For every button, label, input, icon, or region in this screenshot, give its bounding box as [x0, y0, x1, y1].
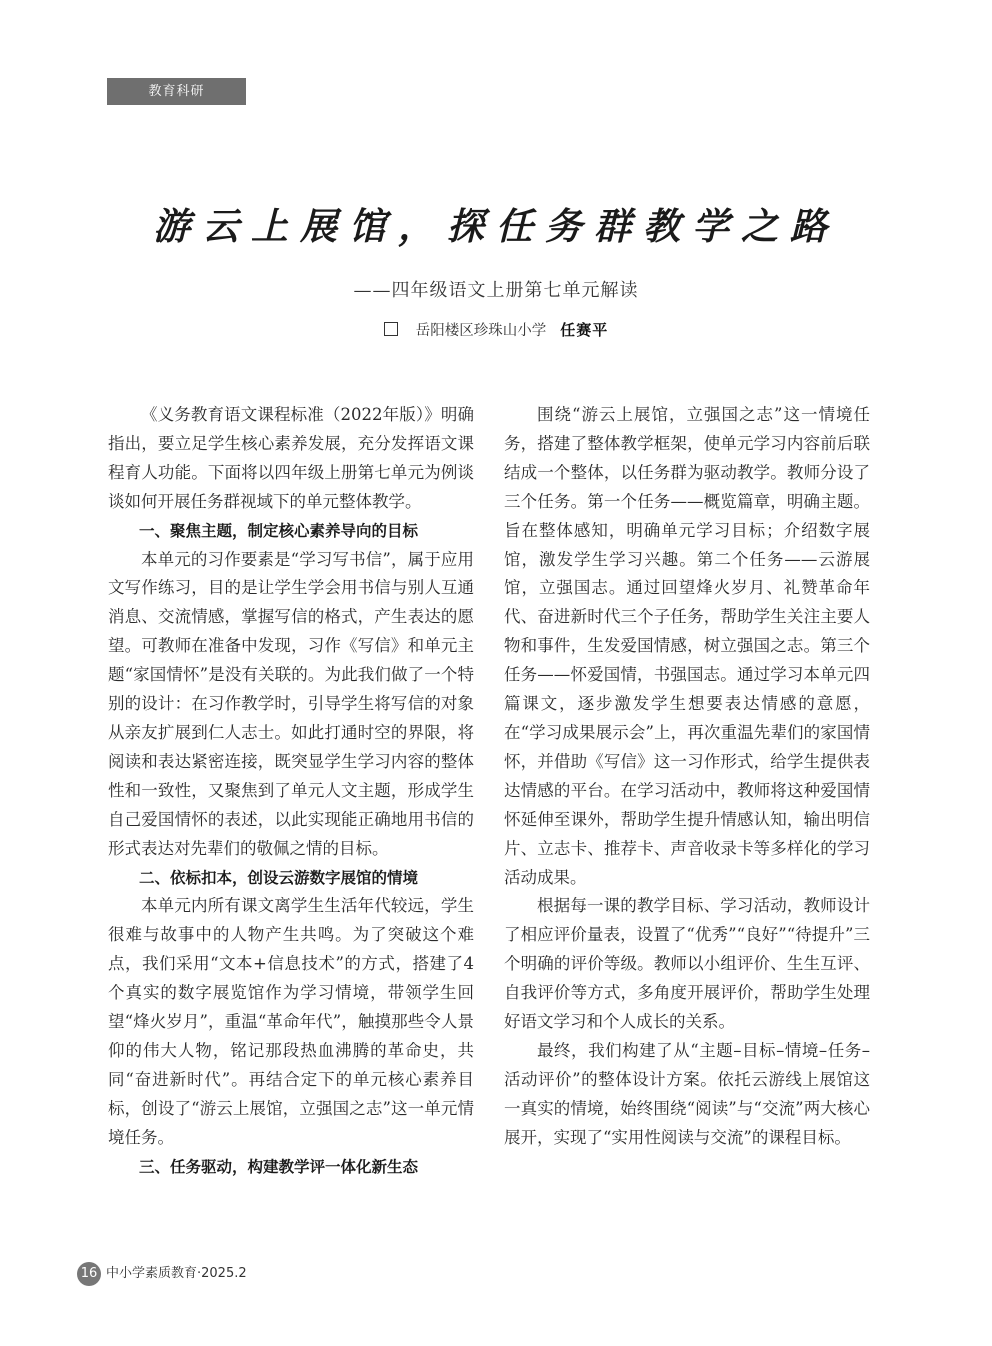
paragraph: 本单元的习作要素是“学习写书信”，属于应用文写作练习，目的是让学生学会用书信与别人互通消息、交流情感，掌握写信的格式，产生表达的愿望。可教师在准备中发现，习作《写信》和单元主题“家国情怀”是没有关联的。为此我们做了一个特别的设计：在习作教学时，引导学生将写信的对象从亲友扩展到仁人志士。如此打通时空的界限，将阅读和表达紧密连接，既突显学生学习内容的整体性和一致性，又聚焦到了单元人文主题，形成学生自己爱国情怀的表述，以此实现能正确地用书信的形式表达对先辈们的敬佩之情的目标。 [108, 549, 474, 858]
paragraph: 最终，我们构建了从“主题–目标–情境–任务–活动评价”的整体设计方案。依托云游线上展馆这一真实的情境，始终围绕“阅读”与“交流”两大核心展开，实现了“实用性阅读与交流”的课程目标。 [504, 1040, 870, 1147]
right-column [504, 401, 870, 1153]
section-tag: 教育科研 [107, 78, 246, 105]
paragraph: 本单元内所有课文离学生生活年代较远，学生很难与故事中的人物产生共鸣。为了突破这个难点，我们采用“文本+信息技术”的方式，搭建了4个真实的数字展览馆作为学习情境，带领学生回望“烽火岁月”，重温“革命年代”，触摸那些令人景仰的伟大人物，铭记那段热血沸腾的革命史，共同“奋进新时代”。再结合定下的单元核心素养目标，创设了“游云上展馆，立强国之志”这一单元情境任务。 [108, 896, 474, 1147]
byline [0, 319, 992, 340]
left-column [108, 401, 474, 1181]
paragraph: 《义务教育语文课程标准（2022年版）》明确指出，要立足学生核心素养发展，充分发挥语文课程育人功能。下面将以四年级上册第七单元为例谈谈如何开展任务群视域下的单元整体教学。 [108, 405, 474, 511]
affiliation: 岳阳楼区珍珠山小学 [415, 323, 547, 339]
author-name: 任赛平 [560, 321, 609, 339]
article-title: 游云上展馆，探任务群教学之路 [153, 204, 839, 248]
page-footer [77, 1262, 247, 1286]
section-heading: 三、任务驱动，构建教学评一体化新生态 [139, 1157, 419, 1176]
page-number: 16 [77, 1262, 101, 1286]
square-box-icon [384, 322, 398, 336]
section-heading: 二、依标扣本，创设云游数字展馆的情境 [139, 868, 419, 887]
paragraph: 根据每一课的教学目标、学习活动，教师设计了相应评价量表，设置了“优秀”“良好”“待提升”三个明确的评价等级。教师以小组评价、生生互评、自我评价等方式，多角度开展评价，帮助学生处理好语文学习和个人成长的关系。 [504, 896, 870, 1032]
article-subtitle: ——四年级语文上册第七单元解读 [353, 280, 639, 301]
paragraph: 围绕“游云上展馆，立强国之志”这一情境任务，搭建了整体教学框架，使单元学习内容前后联结成一个整体，以任务群为驱动教学。教师分设了三个任务。第一个任务——概览篇章，明确主题。旨在整体感知，明确单元学习目标；介绍数字展馆，激发学生学习兴趣。第二个任务——云游展馆，立强国志。通过回望烽火岁月、礼赞革命年代、奋进新时代三个子任务，帮助学生关注主要人物和事件，生发爱国情感，树立强国之志。第三个任务——怀爱国情，书强国志。通过学习本单元四篇课文，逐步激发学生想要表达情感的意愿，在“学习成果展示会”上，再次重温先辈们的家国情怀，并借助《写信》这一习作形式，给学生提供表达情感的平台。在学习活动中，教师将这种爱国情怀延伸至课外，帮助学生提升情感认知，输出明信片、立志卡、推荐卡、声音收录卡等多样化的学习活动成果。 [504, 405, 870, 887]
journal-name: 中小学素质教育·2025.2 [106, 1266, 247, 1281]
section-heading: 一、聚焦主题，制定核心素养导向的目标 [139, 521, 419, 540]
